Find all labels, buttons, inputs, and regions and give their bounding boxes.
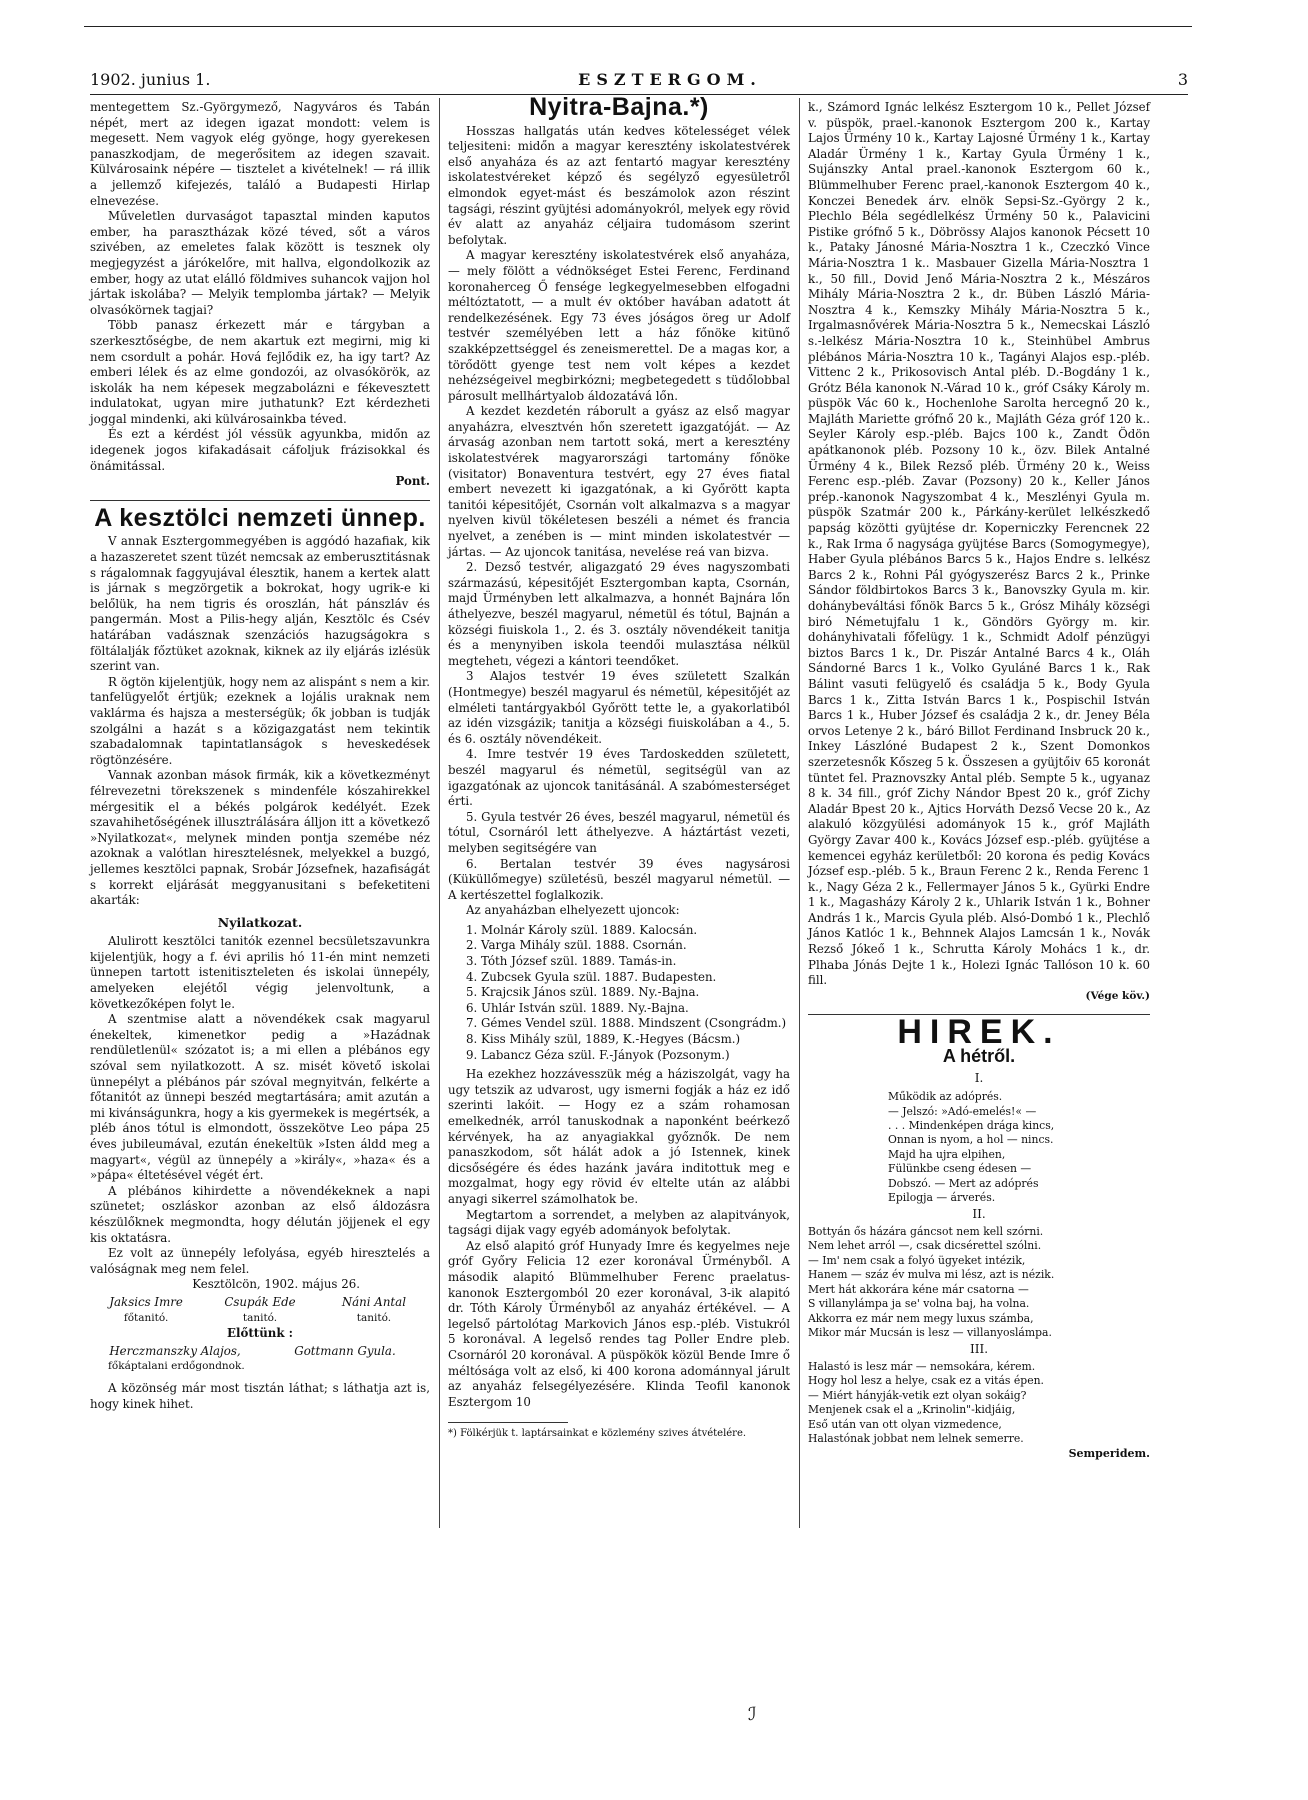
poem-line: Mikor már Mucsán is lesz — villanyoslámpa. [808,1325,1052,1339]
paragraph: A magyar keresztény iskolatestvérek első anyaháza, — mely fölött a védnökséget Estei Ferenc, Ferdinand koronaherceg Ő fensége legkegyelmesebben elfogadni méltóztatott, — a mult év október havában adatott át rendelkezésének. Egy 73 éves jóságos öreg ur Adolf testvér személyében lett a ház főnöke kitünő szakképzettséggel és zeneismerettel. De a magas kor, a törődött gyenge test nem volt képes a kezdet nehézségeivel megbirkózni; megbetegedett s tüdőlobbal párosult mellhártyalob áldozatává lőn. [448,248,790,403]
novice-list [448,923,790,1063]
section-title: Nyilatkozat. [217,914,303,930]
poem-stanza [888,1090,1150,1205]
paragraph: Műveletlen durvaságot tapasztal minden kaputos ember, ha parasztházak közé téved, sőt a város szivében, az emeletes falak között is tesznek oly megjegyzést a járókelőre, mit hallva, elgondolkozik az ember, hogy az utat elálló földmives suhancok vajjon hol jártak iskolába? — Melyik templomba jártak? — Melyik olvasókörnek tagjai? [90,209,430,317]
poem-line: Bottyán ős házára gáncsot nem kell szórni. [808,1225,1044,1239]
continued-note: (Vége köv.) [1085,989,1150,1002]
section-subtitle: A hétről. [942,1046,1016,1067]
poem-line: S villanylámpa ja se' volna baj, ha volna. [808,1297,1030,1311]
witness-heading: Előttünk : [226,1326,294,1341]
paragraph: V annak Esztergommegyében is aggódó hazafiak, kik a hazaszeretet szent tüzét nemcsak az emberusztitásnak s rágalomnak faggyujával élesztik, hanem a kertek alatt is járnak s megzörgetik a bokrokat, hogy ugrik-e ki belőlük, ha nem tigris és oroszlán, hát pánszláv és pangermán. Most a Pilis-hegy alján, Kesztölc és Csév határában vadásznak szenzációs hazugságokra s föltálalják főztüket azoknak, kiknek az ily eljárás izlésük szerint van. [90,534,430,674]
paragraph: 3 Alajos testvér 19 éves született Szalkán (Hontmegye) beszél magyarul és németül, képesitőjét az elméleti tantárgyakból Győrött tette le, a gyakorlatiból az idén vizsgázik; tanitja a községi fiuiskolában a 4., 5. és 6. osztály növendékeit. [448,669,790,746]
poem-line: Eső után van ott olyan vizmedence, [808,1417,1002,1431]
paragraph: Hosszas hallgatás után kedves kötelességet vélek teljesiteni: midőn a magyar keresztény iskolatestvérek első anyaháza és az azt fentartó magyar keresztény iskolatestvéreket képző és segélyző egyesületről elmondok egyet-mást és beszámolok azon részint tagsági, részint gyüjtési adományokról, melyek egy rövid év alatt az anyaház céljaira tudomásom szerint befolytak. [448,123,790,247]
article-title: Nyitra-Bajna.*) [529,93,709,121]
paragraph: Vannak azonban mások firmák, kik a következményt félrevezetni törekszenek s mindenféle kószahirekkel mérgesitik el a békés polgárok kedélyét. Ezek szavahihetőségének illusztrálására álljon itt a következő »Nyilatkozat«, melynek minden pontja szemébe néz azoknak a valótlan hiresztelésnek, melyekkel a buzgó, jellemes kesztölci papnak, Srobár Józsefnek, hazafiságát s korrekt eljárását meggyanusitani s befeketiteni akarták: [90,768,430,908]
article-signature: Pont. [395,474,430,489]
list-item: 9. Labancz Géza szül. F.-Jányok (Pozsonym.) [466,1047,730,1062]
witness-role: főkáptalani erdőgondnok. [108,1360,245,1373]
paragraph: 6. Bertalan testvér 39 éves nagysárosi (Küküllőmegye) születésü, beszél magyarul németül. — A kertészettel foglalkozik. [448,856,790,902]
list-item: 3. Tóth József szül. 1889. Tamás-in. [466,954,677,969]
poem-number: I. [974,1070,984,1085]
poem-number: III. [969,1342,989,1357]
witnesses [90,1344,430,1360]
poem-line: Dobszó. — Mert az adóprés [888,1176,1039,1190]
witness-name: Herczmanszky Alajos, [109,1343,241,1358]
poem-line: Halastónak jobbat nem lelnek semerre. [808,1431,1024,1445]
poem-line: Nem lehet arról —, csak dicsérettel szólni. [808,1239,1042,1253]
paragraph: mentegettem Sz.-Györgymező, Nagyváros és Tabán népét, mert az idegen igazat mondott: velem is megesett. Nem vagyok elég gyönge, hogy gyerekesen panaszkodjam, de megerősitem az idegen szavait. Külvárosaink népére — tisztelet a kivételnek! — rá illik a jellemző kifejezés, találó a Budapesti Hirlap elnevezése. [90,100,430,208]
poem-line: Akkorra ez már nem megy luxus számba, [808,1311,1034,1325]
paragraph: Az első alapitó gróf Hunyady Imre és kegyelmes neje gróf Győry Felicia 12 ezer koronával Ürményből. A második alapitó Blümmelhuber Ferenc praelatus-kanonok Esztergomból 20 ezer koronával, 3-ik alapitó dr. Tóth Károly Ürményből az anyaház értékével. — A legelső pártolótag Markovich János esp.-pléb. Vistukról 5 koronával. A legelső rendes tag Poller Endre pleb. Csornáról 20 koronával. A püspökök közül Bende Imre ő méltósága volt az első, ki 400 korona adománnyal járult az anyaház felsegélyezésére. Klinda Teofil kanonok Esztergom 10 [448,1238,790,1409]
signer-name: Csupák Ede [224,1294,296,1309]
paragraph: R ögtön kijelentjük, hogy nem az alispánt s nem a kir. tanfelügyelőt értjük; ezeknek a lojális uraknak nem vaklárma és hajsza a mesterségük; ők jobban is tudják szolgálni a hazát s a közigazgatást nem tekintik szabadalomnak tapintatlanságok s heveskedések rögtönzésére. [90,674,430,767]
list-item: 5. Krajcsik János szül. 1889. Ny.-Bajna. [466,985,700,1000]
paragraph: Ez volt az ünnepély lefolyása, egyéb hiresztelés a valóságnak meg nem felel. [90,1246,430,1276]
list-intro: Az anyaházban elhelyezett ujoncok: [466,903,680,918]
poem-line: Mert hát akkorára kéne már csatorna — [808,1282,1029,1296]
poem-line: — Jelszó: »Adó-emelés!« — [888,1104,1037,1118]
witness-name: Gottmann Gyula. [294,1343,396,1358]
article-divider [90,500,430,501]
column-divider [439,98,440,1528]
paragraph: A kezdet kezdetén ráborult a gyász az első magyar anyaházra, elvesztvén hőn szeretett igazgatóját. — Az árvaság azonban nem tartott soká, mert a keresztény iskolatestvérek magyarországi tartomány főnöke (visitator) Bonaventura testvért, egy 27 éves fiatal embert nevezett ki igazgatónak, a ki Győrött kapta tanitói képesitőjét, Csornán volt alkalmazva s a magyar nyelven kivül tökéletesen beszéli a német és francia nyelvet, a zenében is — mint minden iskolatestvér — jártas. — Az ujoncok tanitása, nevelése reá van bizva. [448,404,790,559]
paragraph: Megtartom a sorrendet, a melyben az alapitványok, tagsági dijak vagy egyéb adományok befolytak. [448,1207,790,1238]
poem-stanza [808,1360,1150,1446]
paragraph: A szentmise alatt a növendékek csak magyarul énekeltek, kimenetkor pedig a »Hazádnak rendületlenül« szózatot is; a mi ellen a plébános egy szóval sem nyilatkozott. A sz. misét követő iskolai ünnepélyt a plébános pár szóval megnyitván, felkérte a főtanitót az ünnepi beszéd megtartására; amit azután a mi kivánságunkra, hogy a kis gyermekek is megértsék, a pléb ános tótul is elmondott, összekötve Leo pápa 25 éves jubileumával, ezután énekeltük »Isten áldd meg a magyart«, végül az ünnepély a »király«, »haza« és a »pápa« éltetésével végét ért. [90,1012,430,1183]
poem-line: Fülünkbe cseng édesen — [888,1162,1032,1176]
poem-stanza [808,1225,1150,1340]
poem-line: — Im' nem csak a folyó ügyeket intézik, [808,1253,1026,1267]
list-item: 8. Kiss Mihály szül, 1889, K.-Hegyes (Bácsm.) [466,1032,741,1047]
paragraph: A közönség már most tisztán láthat; s láthatja azt is, hogy kinek hihet. [90,1380,430,1411]
list-item: 6. Uhlár István szül. 1889. Ny.-Bajna. [466,1000,689,1015]
poem-line: Majd ha ujra elpihen, [888,1147,1006,1161]
signer-name: Náni Antal [341,1294,406,1309]
poem-line: — Miért hányják-vetik ezt olyan sokáig? [808,1388,1027,1402]
paragraph: 2. Dezső testvér, aligazgató 29 éves nagyszombati származású, képesitőjét Esztergomban kapta, Csornán, majd Ürményben lett alkalmazva, a honnét Bajnára lőn áthelyezve, beszél magyarul, németül és tótul, Bajnán a községi fiuiskola 1., 2. és 3. osztály növendékeit tanitja és a menynyiben iskola teendői mulasztása nélkül megtehetı, végezi a kántori teendőket. [448,560,790,668]
signer-role: főtanitó. [123,1311,169,1324]
article-title: A kesztölci nemzeti ünnep. [94,503,426,532]
column-3 [808,100,1150,1462]
poem-line: Hogy hol lesz a helye, csak ez a vitás épen. [808,1374,1044,1388]
signers [90,1295,430,1311]
page-header [90,70,1188,92]
signer-role: tanitó. [242,1311,278,1324]
list-item: 7. Gémes Vendel szül. 1888. Mindszent (Csongrádm.) [466,1016,787,1031]
poem-number: II. [972,1207,986,1222]
donor-list: k., Számord Ignác lelkész Esztergom 10 k., Pellet József v. püspök, prael.-kanonok Esztergom 200 k., Kartay Lajos Ürmény 10 k., Kartay Lajosné Ürmény 1 k., Kartay Aladár Ürmény 1 k., Kartay Gyula Ürmény 1 k., Sujánszky Antal prael.-kanonok Esztergom 60 k., Blümmelhuber Ferenc prael,-kanonok Esztergom 40 k., Konczei Benedek árv. elnök Sepsi-Sz.-György 2 k., Plechlo Béla segédlelkész Ürmény 50 k., Palavicini Pistike grófnő 5 k., Döbrössy Alajos kanonok Pécsett 10 k., Pataky Jánosné Mária-Nosztra 1 k., Czeczkó Vince Mária-Nosztra 1 k.. Masbauer Gizella Mária-Nosztra 1 k., 50 fill., Dovid Jenő Mária-Nosztra 2 k., Mészáros Mihály Mária-Nosztra 2 k., dr. Büben László Mária-Nosztra 4 k., Kemszky Mihály Mária-Nosztra 5 k., Irgalmasnővérek Mária-Nosztra 5 k., Nemecskai László s.-lelkész Mária-Nosztra 10 k., Steinhübel Ambrus plébános Mária-Nosztra 10 k., Tagányi Alajos esp.-pléb. Vittenc 2 k., Prikosovisch Antal pléb. D.-Bogdány 1 k., Grótz Béla kanonok N.-Várad 10 k., gróf Csáky Károly m. püspök Vác 60 k., Hochenlohe Sarolta hercegnő 20 k., Majláth Mariette grófnő 20 k., Majláth Géza gróf 120 k.. Seyler Károly esp.-pléb. Bajcs 100 k., Zandt Ödön apátkanonok pléb. Pozsony 10 k., özv. Bilek Antalné Ürmény 4 k., Bilek Rezső pléb. Ürmény 20 k., Weiss Ferenc esp.-pléb. Zavar (Pozsony) 20 k., Keller János prép.-kanonok Nagyszombat 4 k., Meszlényi Gyula m. püspök Szatmár 200 k., Párkány-kerület lelkészkedő papság közötti gyüjtése dr. Koperniczky Ferencnek 22 k., Rak Irma ő nagysága gyüjtése Barcs (Somogymegye), Haber Gyula plébános Barcs 5 k., Hajos Endre s. lelkész Barcs 2 k., Rohni Pál gyógyszerész Barcs 2 k., Prinke Sándor földbirtokos Barcs 3 k., Banovszky Gyula m. kir. dohánybeváltási főnök Barcs 5 k., Grósz Mihály községi biró Németujfalu 1 k., Göndörs György m. kir. dohányhivatali főfelügy. 1 k., Schmidt Adolf pénzügyi biztos Barcs 1 k., Dr. Piszár Antalné Barcs 4 k., Oláh Sándorné Barcs 1 k., Volko Gyuláné Barcs 1 k., Rak Bálint vasuti felügyelő és családja 5 k., Body Gyula Barcs 1 k., Zitta István Barcs 1 k., Pospischil István Barcs 1 k., Huber József és családja 2 k., dr. Jeney Béla orvos Letenye 2 k., báró Billot Ferdinand Insbruck 20 k., Inkey Lászlóné Budapest 2 k., Szent Domonkos szerzetesnők Kőszeg 5 k. Összesen a gyüjtőiv 65 koronát tüntet fel. Praznovszky Antal pléb. Sempte 5 k., ugyanaz 8 k. 34 fill., gróf Zichy Nándor Bpest 20 k., gróf Zichy Aladár Bpest 20 k., Ajtics Horváth Dezső Vecse 20 k., Az alakuló közgyülési adományok 15 k., gróf Majláth György Zavar 400 k., Kovács József esp.-pléb. gyüjtése a kemencei egyház kerületből: 20 korona és pedig Kovács József esp.-pléb. 5 k., Braun Ferenc 2 k., Renda Ferenc 1 k., Nagy Géza 2 k., Fellermayer János 5 k., Gyürki Endre 1 k., Magasházy Károly 2 k., Uhlarik István 1 k., Bohner András 1 k., Marcis Gyula pléb. Alsó-Dombó 1 k., Plechlő János Katlóc 1 k., Behnnek Alajos Lamcsán 1 k., Novák Rezső Jókeő 1 k., Schrutta Károly Mohács 1 k., dr. Plhaba Jónás Dejte 1 k., Holezi Ignác Tallóson 10 k. 60 fill. [808,100,1150,988]
list-item: 4. Zubcsek Gyula szül. 1887. Budapesten. [466,969,717,984]
list-item: 2. Varga Mihály szül. 1888. Csornán. [466,938,687,953]
poem-line: Hanem — száz év mulva mi lész, azt is nézik. [808,1268,1055,1282]
poem-line: Epilogja — árverés. [888,1191,996,1205]
place-date: Kesztölcön, 1902. május 26. [192,1277,360,1292]
poem-line: Halastó is lesz már — nemsokára, kérem. [808,1359,1036,1373]
section-title: HIREK. [897,1013,1061,1052]
signer-role: tanitó. [356,1311,392,1324]
paragraph: A plébános kihirdette a növendékeknek a napi szünetet; oszláskor azonban az első áldozásra készülőknek megmondta, hogy délután jöjjenek el egy kis oktatásra. [90,1183,430,1245]
top-rule [84,26,1192,27]
issue-date: 1902. junius 1. [90,70,211,89]
ink-mark: ℐ [748,1704,757,1725]
signer-roles [90,1311,430,1327]
poem-line: Menjenek csak el a „Krinolin"-kidjáig, [808,1403,1016,1417]
footnote: *) Fölkérjük t. laptársainkat e közlemény szives átvételére. [448,1428,747,1440]
footnote-rule [448,1422,568,1423]
list-item: 1. Molnár Károly szül. 1889. Kalocsán. [466,922,698,937]
column-divider [799,98,800,1528]
paragraph: 5. Gyula testvér 26 éves, beszél magyarul, németül és tótul, Csornáról lett áthelyezve. A háztártást vezeti, melyben segitségére van [448,809,790,855]
poem-line: . . . Mindenképen drága kincs, [888,1119,1055,1133]
paragraph: Több panasz érkezett már e tárgyban a szerkesztőségbe, de nem akartuk ezt megirni, mig ki nem csordult a pohár. Hová fejlődik ez, ha igy tart? Az emberi lélek és az elme gondozói, az olvasókörök, az iskolák ha nem képesek megzabolázni e fékevesztett indulatokat, ugyan mire juthatunk? Ezt kérdezheti joggal mindenki, aki külvárosainkba téved. [90,318,430,426]
poem-line: Onnan is nyom, a hol — nincs. [888,1133,1054,1147]
paragraph: Ha ezekhez hozzávesszük még a háziszolgát, vagy ha ugy tetszik az udvarost, ugy ismerni fogják a ház ez idő szerinti lakóit. — Hogy ez a szám rohamosan emelkednék, arról tanuskodnak a naponként beérkező kérvények, ha az anyagiakkal győznők. De nem panaszkodom, sőt hálát adok a jó Istennek, kinek dicsőségére és édes hazánk javára inditottuk meg e mozgalmat, hogy egy rövid év eltelte után az alábbi anyagi sikerrel számolhatok be. [448,1067,790,1206]
paragraph: Alulirott kesztölci tanitók ezennel becsületszavunkra kijelentjük, hogy a f. évi aprilis hó 11-én mint nemzeti ünnepen tartott istenitiszteleten és iskolai ünnepély, amelyeken elejétől végig jelenvoltunk, a következőképen folyt le. [90,934,430,1011]
masthead: ESZTERGOM. [578,70,762,89]
poem-line: Működik az adóprés. [888,1090,1003,1104]
paragraph: 4. Imre testvér 19 éves Tardoskedden született, beszél magyarul és németül, segitségül van az igazgatónak az ujoncok tanitásánál. A szabómesterséget érti. [448,747,790,809]
paragraph: És ezt a kérdést jól véssük agyunkba, midőn az idegenek jogos kifakadásait cáfoljuk frázisokkal és önámitással. [90,427,430,473]
column-2 [448,93,790,1440]
signer-name: Jaksics Imre [109,1294,183,1309]
column-1 [90,100,430,1412]
author-signature: Semperidem. [1068,1447,1150,1461]
page-number: 3 [1177,70,1188,89]
